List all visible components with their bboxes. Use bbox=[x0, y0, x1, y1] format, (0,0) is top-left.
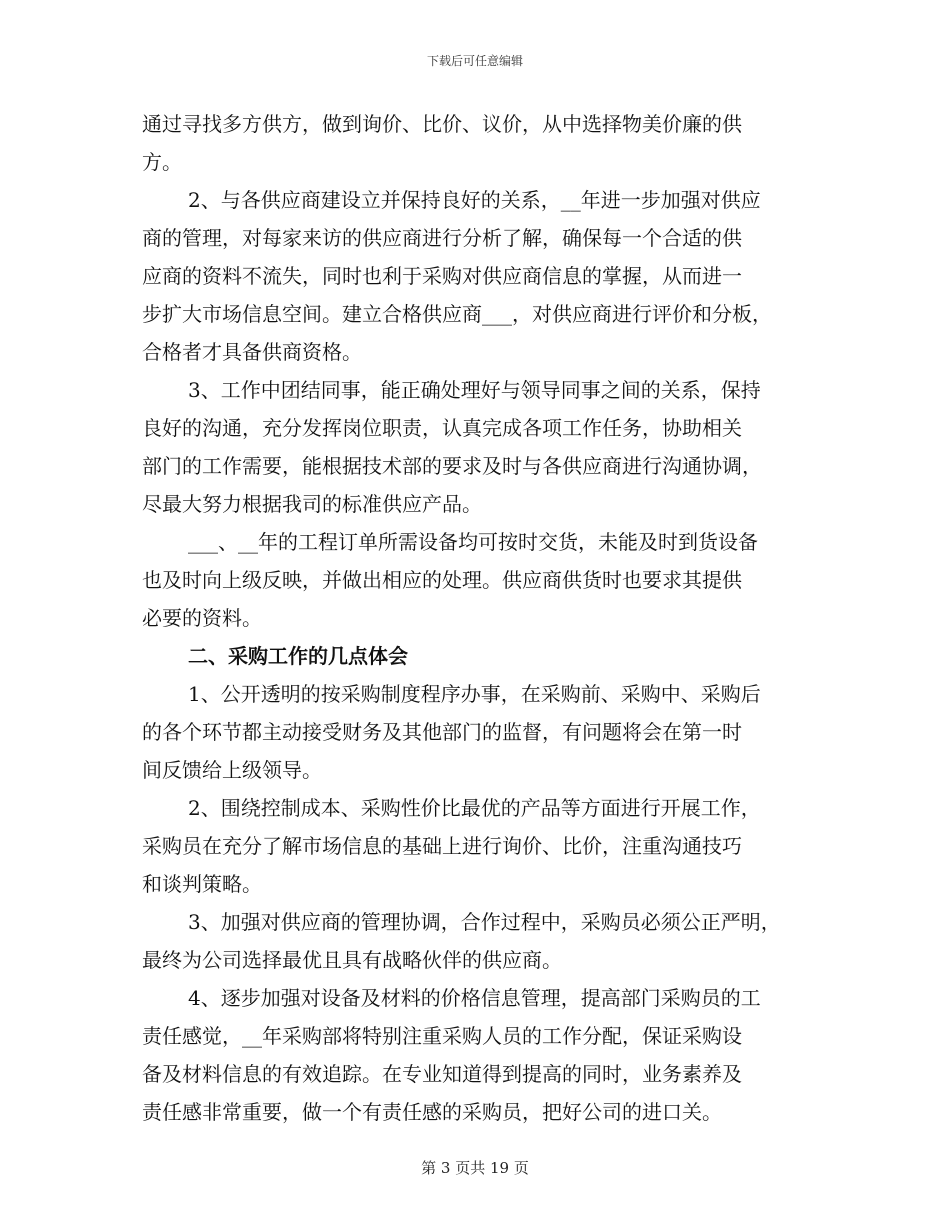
text-line: 间反馈给上级领导。 bbox=[142, 758, 322, 782]
text-line: 应商的资料不流失，同时也利于采购对供应商信息的掌握，从而进一 bbox=[142, 264, 742, 288]
text-line: 4、逐步加强对设备及材料的价格信息管理，提高部门采购员的工 bbox=[188, 986, 761, 1010]
text-line: 通过寻找多方供方，做到询价、比价、议价，从中选择物美价廉的供 bbox=[142, 112, 742, 136]
text-line: 方。 bbox=[142, 150, 182, 174]
text-line: 良好的沟通，充分发挥岗位职责，认真完成各项工作任务，协助相关 bbox=[142, 416, 742, 440]
text-line: 也及时向上级反映，并做出相应的处理。供应商供货时也要求其提供 bbox=[142, 568, 742, 592]
text-line: 必要的资料。 bbox=[142, 606, 262, 630]
text-line: 商的管理，对每家来访的供应商进行分析了解，确保每一个合适的供 bbox=[142, 226, 742, 250]
text-line: 责任感觉，__年采购部将特别注重采购人员的工作分配，保证采购设 bbox=[142, 1024, 742, 1048]
text-line: 步扩大市场信息空间。建立合格供应商___，对供应商进行评价和分板， bbox=[142, 302, 772, 326]
text-line: 采购员在充分了解市场信息的基础上进行询价、比价，注重沟通技巧 bbox=[142, 834, 742, 858]
page-footer: 第 3 页共 19 页 bbox=[421, 1159, 529, 1177]
text-line: 部门的工作需要，能根据技术部的要求及时与各供应商进行沟通协调， bbox=[142, 454, 762, 478]
text-line: 2、与各供应商建设立并保持良好的关系，__年进一步加强对供应 bbox=[188, 188, 761, 212]
text-line: 最终为公司选择最优且具有战略伙伴的供应商。 bbox=[142, 948, 562, 972]
text-line: 3、工作中团结同事，能正确处理好与领导同事之间的关系，保持 bbox=[188, 378, 761, 402]
text-line: 备及材料信息的有效追踪。在专业知道得到提高的同时，业务素养及 bbox=[142, 1062, 742, 1086]
text-line: 2、围绕控制成本、采购性价比最优的产品等方面进行开展工作， bbox=[188, 796, 761, 820]
text-line: ___、__年的工程订单所需设备均可按时交货，未能及时到货设备 bbox=[188, 530, 758, 554]
text-line: 1、公开透明的按采购制度程序办事，在采购前、采购中、采购后 bbox=[188, 682, 761, 706]
page-header: 下载后可任意编辑 bbox=[426, 54, 523, 68]
text-line: 尽最大努力根据我司的标准供应产品。 bbox=[142, 492, 482, 516]
text-line: 3、加强对供应商的管理协调，合作过程中，采购员必须公正严明， bbox=[188, 910, 781, 934]
text-line: 的各个环节都主动接受财务及其他部门的监督，有问题将会在第一时 bbox=[142, 720, 742, 744]
text-line: 合格者才具备供商资格。 bbox=[142, 340, 362, 364]
text-line: 责任感非常重要，做一个有责任感的采购员，把好公司的进口关。 bbox=[142, 1100, 722, 1124]
text-line: 和谈判策略。 bbox=[142, 872, 262, 896]
section-heading: 二、采购工作的几点体会 bbox=[188, 644, 408, 668]
